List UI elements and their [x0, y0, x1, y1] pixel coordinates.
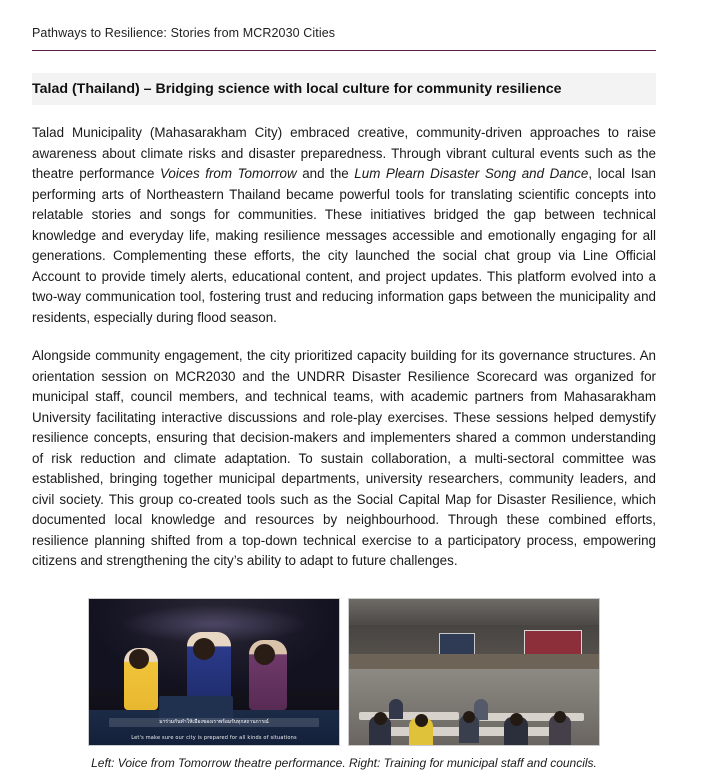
header-divider — [32, 50, 656, 51]
body-column — [32, 123, 656, 572]
hall-stage — [349, 654, 599, 669]
figure-caption: Left: Voice from Tomorrow theatre performance. Right: Training for municipal staff and councils. — [91, 755, 597, 770]
paragraph-1: Talad Municipality (Mahasarakham City) embraced creative, community-driven approaches to raise awareness about climate risks and disaster preparedness. Through vibrant cultural events such as the theatre performance Voices from Tomorrow and the Lum Plearn Disaster Song and Dance, local Isan performing arts of Northeastern Thailand became powerful tools for translating scientific concepts into relatable stories and songs for communities. These initiatives bridged the gap between technical knowledge and everyday life, making resilience messages accessible and emotionally engaging for all generations. Complementing these efforts, the city launched the social chat group via Line Official Account to provide timely alerts, educational content, and project updates. This platform evolved into a two-way communication tool, fostering trust and reducing information gaps between the municipality and residents, especially during flood season. — [32, 125, 657, 325]
video-subtitle-thai: มาร่วมกันทำให้เมืองของเราพร้อมรับทุกสถานการณ์ — [109, 718, 319, 727]
video-subtitle-english: Let's make sure our city is prepared for all kinds of situations — [131, 735, 297, 742]
performer-one-head — [129, 649, 149, 669]
hall-seating-area — [349, 669, 599, 745]
participant-3-head — [463, 711, 475, 723]
performer-three-head — [254, 644, 275, 665]
section-title: Talad (Thailand) – Bridging science with local culture for community resilience — [32, 81, 562, 97]
photo-pair — [88, 598, 600, 746]
figure-images — [32, 598, 656, 746]
photo-theatre-performance — [88, 598, 340, 746]
section-title-bar — [32, 73, 656, 105]
running-header-text: Pathways to Resilience: Stories from MCR2030 Cities — [32, 26, 336, 40]
participant-standing-1 — [389, 699, 403, 719]
hall-ceiling — [349, 599, 599, 625]
participant-2-head — [415, 714, 428, 727]
running-header — [32, 26, 656, 50]
photo-training-session — [348, 598, 600, 746]
paragraph-2: Alongside community engagement, the city prioritized capacity building for its governance structures. An orientation session on MCR2030 and the UNDRR Disaster Resilience Scorecard was organized for municipal staff, council members, and technical teams, with academic partners from Mahasarakham University facilitating interactive discussions and role-play exercises. These sessions helped demystify resilience concepts, ensuring that decision-makers and implementers shared a common understanding of risk reduction and climate adaptation. To sustain collaboration, a multi-sectoral committee was established, bringing together municipal departments, university researchers, community leaders, and civil society. This group co-created tools such as the Social Capital Map for Disaster Resilience, which documented local knowledge and resources by neighbourhood. Through these combined efforts, resilience planning shifted from a top-down technical exercise to a participatory process, empowering citizens and strengthening the city’s ability to adapt to future challenges. — [32, 348, 656, 569]
presentation-screen-left — [439, 633, 475, 657]
performer-two-head — [193, 638, 215, 660]
